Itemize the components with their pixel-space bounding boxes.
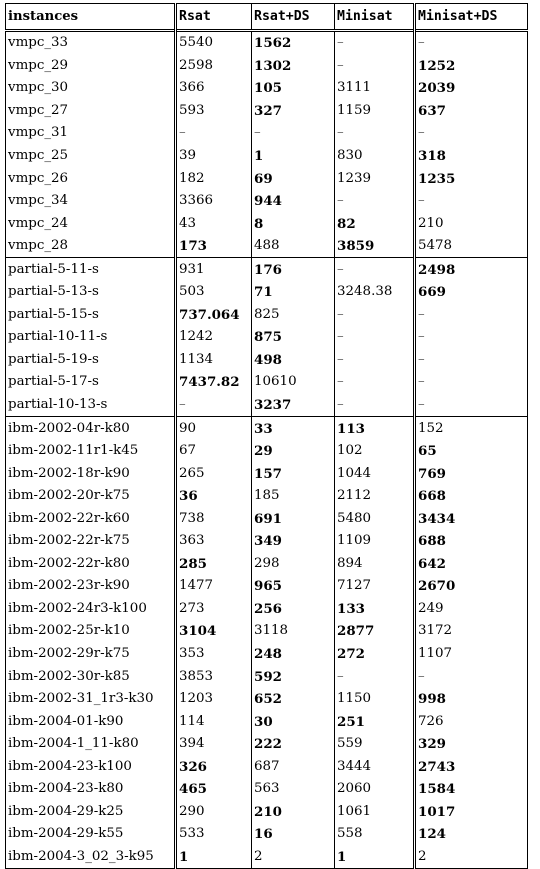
- rsat-cell: 3104: [176, 620, 252, 643]
- instance-cell: vmpc_26: [6, 167, 176, 190]
- instance-cell: vmpc_33: [6, 31, 176, 55]
- minisat-cell: 102: [335, 440, 415, 463]
- table-row: [6, 281, 528, 304]
- instance-cell: ibm-2002-11r1-k45: [6, 440, 176, 463]
- rsat-cell: 737.064: [176, 304, 252, 327]
- rsat-ds-cell: 248: [252, 643, 335, 666]
- table-row: [6, 349, 528, 372]
- minisat-cell: 558: [335, 823, 415, 846]
- rsat-cell: 114: [176, 710, 252, 733]
- rsat-ds-cell: 69: [252, 167, 335, 190]
- minisat-ds-cell: 998: [418, 691, 446, 708]
- table-row: [6, 553, 528, 576]
- minisat-cell: 3111: [335, 77, 415, 100]
- minisat-cell: 113: [335, 417, 415, 440]
- instance-cell: vmpc_28: [6, 235, 176, 258]
- instance-cell: vmpc_30: [6, 77, 176, 100]
- rsat-ds-cell: 105: [252, 77, 335, 100]
- table-header: [6, 4, 528, 31]
- rsat-ds-cell: 298: [252, 553, 335, 576]
- rsat-ds-cell: 157: [252, 462, 335, 485]
- rsat-ds-cell: 1302: [252, 55, 335, 78]
- instance-cell: partial-5-15-s: [6, 304, 176, 327]
- rsat-cell: 353: [176, 643, 252, 666]
- instance-cell: ibm-2002-22r-k75: [6, 530, 176, 553]
- rsat-cell: 5540: [176, 31, 252, 55]
- rsat-ds-cell: 488: [252, 235, 335, 258]
- table-row: [6, 304, 528, 327]
- table-row: [6, 620, 528, 643]
- table-row: [6, 417, 528, 440]
- partial-group: [6, 258, 528, 417]
- rsat-cell: 326: [176, 756, 252, 779]
- minisat-ds-cell: –: [418, 35, 425, 51]
- table-row: [6, 440, 528, 463]
- rsat-ds-cell: –: [252, 122, 335, 145]
- rsat-cell: –: [176, 122, 252, 145]
- minisat-ds-cell: 65: [418, 443, 437, 460]
- rsat-cell: 1134: [176, 349, 252, 372]
- table-row: [6, 507, 528, 530]
- minisat-ds-cell: 210: [418, 215, 444, 231]
- instance-cell: vmpc_31: [6, 122, 176, 145]
- table-row: [6, 485, 528, 508]
- rsat-ds-cell: 10610: [252, 371, 335, 394]
- minisat-ds-cell: –: [418, 193, 425, 209]
- rsat-ds-cell: 327: [252, 100, 335, 123]
- rsat-ds-cell: 210: [252, 801, 335, 824]
- rsat-ds-cell: 965: [252, 575, 335, 598]
- rsat-ds-cell: 875: [252, 326, 335, 349]
- instance-cell: ibm-2004-01-k90: [6, 710, 176, 733]
- rsat-cell: 265: [176, 462, 252, 485]
- minisat-cell: 82: [335, 212, 415, 235]
- table-row: [6, 212, 528, 235]
- minisat-ds-cell: 318: [418, 148, 446, 164]
- minisat-cell: 3444: [335, 756, 415, 779]
- instance-cell: vmpc_24: [6, 212, 176, 235]
- header-rsat: Rsat: [176, 4, 252, 31]
- rsat-ds-cell: 176: [252, 258, 335, 281]
- minisat-cell: 830: [335, 145, 415, 168]
- rsat-cell: 363: [176, 530, 252, 553]
- table-row: [6, 530, 528, 553]
- minisat-cell: 1159: [335, 100, 415, 123]
- table-row: [6, 55, 528, 78]
- instance-cell: partial-10-11-s: [6, 326, 176, 349]
- minisat-ds-cell: 637: [418, 102, 446, 119]
- minisat-cell: 1044: [335, 462, 415, 485]
- minisat-cell: 1150: [335, 688, 415, 711]
- table-row: [6, 100, 528, 123]
- rsat-ds-cell: 30: [252, 710, 335, 733]
- minisat-cell: –: [335, 258, 415, 281]
- rsat-cell: 273: [176, 598, 252, 621]
- minisat-cell: 1: [335, 846, 415, 869]
- minisat-ds-cell: 2743: [418, 758, 456, 775]
- minisat-ds-cell: 2670: [418, 578, 456, 595]
- instance-cell: ibm-2004-29-k55: [6, 823, 176, 846]
- instance-cell: partial-10-13-s: [6, 394, 176, 417]
- rsat-cell: 1203: [176, 688, 252, 711]
- minisat-cell: 251: [335, 710, 415, 733]
- instance-cell: ibm-2002-25r-k10: [6, 620, 176, 643]
- rsat-cell: 36: [176, 485, 252, 508]
- instance-cell: partial-5-17-s: [6, 371, 176, 394]
- minisat-ds-cell: –: [418, 397, 425, 413]
- rsat-cell: –: [176, 394, 252, 417]
- rsat-ds-cell: 563: [252, 778, 335, 801]
- minisat-ds-cell: 668: [418, 488, 446, 505]
- instance-cell: ibm-2004-29-k25: [6, 801, 176, 824]
- results-table: [5, 3, 528, 869]
- table-row: [6, 733, 528, 756]
- minisat-cell: –: [335, 31, 415, 55]
- instance-cell: ibm-2002-04r-k80: [6, 417, 176, 440]
- table-row: [6, 190, 528, 213]
- instance-cell: vmpc_29: [6, 55, 176, 78]
- header-instances: instances: [6, 4, 176, 31]
- rsat-ds-cell: 222: [252, 733, 335, 756]
- instance-cell: partial-5-13-s: [6, 281, 176, 304]
- table-row: [6, 394, 528, 417]
- minisat-cell: 1109: [335, 530, 415, 553]
- rsat-cell: 182: [176, 167, 252, 190]
- rsat-ds-cell: 71: [252, 281, 335, 304]
- rsat-ds-cell: 687: [252, 756, 335, 779]
- instance-cell: vmpc_25: [6, 145, 176, 168]
- rsat-cell: 67: [176, 440, 252, 463]
- minisat-ds-cell: 1107: [418, 646, 453, 662]
- table-row: [6, 598, 528, 621]
- instance-cell: ibm-2004-3_02_3-k95: [6, 846, 176, 869]
- rsat-ds-cell: 8: [252, 212, 335, 235]
- rsat-cell: 533: [176, 823, 252, 846]
- minisat-ds-cell: –: [418, 668, 425, 684]
- minisat-cell: –: [335, 304, 415, 327]
- minisat-cell: 1061: [335, 801, 415, 824]
- minisat-cell: 2877: [335, 620, 415, 643]
- minisat-ds-cell: 3434: [418, 510, 456, 527]
- rsat-cell: 738: [176, 507, 252, 530]
- rsat-cell: 1242: [176, 326, 252, 349]
- rsat-ds-cell: 3237: [252, 394, 335, 417]
- rsat-ds-cell: 349: [252, 530, 335, 553]
- instance-cell: ibm-2002-18r-k90: [6, 462, 176, 485]
- rsat-ds-cell: 592: [252, 665, 335, 688]
- minisat-cell: 1239: [335, 167, 415, 190]
- instance-cell: ibm-2002-31_1r3-k30: [6, 688, 176, 711]
- minisat-cell: 894: [335, 553, 415, 576]
- minisat-cell: –: [335, 349, 415, 372]
- minisat-ds-cell: 2: [418, 848, 427, 864]
- table-row: [6, 145, 528, 168]
- rsat-ds-cell: 1: [252, 145, 335, 168]
- table-row: [6, 31, 528, 55]
- instance-cell: ibm-2002-24r3-k100: [6, 598, 176, 621]
- minisat-ds-cell: 249: [418, 600, 444, 616]
- instance-cell: ibm-2002-22r-k60: [6, 507, 176, 530]
- rsat-cell: 366: [176, 77, 252, 100]
- minisat-cell: 133: [335, 598, 415, 621]
- header-row: [6, 4, 528, 31]
- rsat-ds-cell: 691: [252, 507, 335, 530]
- minisat-ds-cell: 642: [418, 555, 446, 572]
- rsat-ds-cell: 2: [252, 846, 335, 869]
- table-row: [6, 167, 528, 190]
- rsat-ds-cell: 1562: [252, 31, 335, 55]
- header-minisat-ds: Minisat+DS: [418, 8, 498, 24]
- minisat-ds-cell: 769: [418, 465, 446, 482]
- minisat-cell: –: [335, 665, 415, 688]
- minisat-ds-cell: 5478: [418, 238, 453, 254]
- rsat-ds-cell: 825: [252, 304, 335, 327]
- minisat-cell: 3248.38: [335, 281, 415, 304]
- instance-cell: ibm-2002-29r-k75: [6, 643, 176, 666]
- minisat-ds-cell: 3172: [418, 623, 453, 639]
- instance-cell: ibm-2002-23r-k90: [6, 575, 176, 598]
- table-row: [6, 643, 528, 666]
- table-row: [6, 122, 528, 145]
- minisat-cell: 272: [335, 643, 415, 666]
- minisat-ds-cell: –: [418, 374, 425, 390]
- table-row: [6, 235, 528, 258]
- rsat-cell: 173: [176, 235, 252, 258]
- minisat-cell: –: [335, 190, 415, 213]
- rsat-cell: 285: [176, 553, 252, 576]
- rsat-cell: 1477: [176, 575, 252, 598]
- minisat-ds-cell: –: [418, 351, 425, 367]
- instance-cell: ibm-2004-23-k100: [6, 756, 176, 779]
- minisat-ds-cell: 1235: [418, 170, 456, 187]
- minisat-ds-cell: 1017: [418, 803, 456, 820]
- rsat-cell: 465: [176, 778, 252, 801]
- minisat-cell: 2112: [335, 485, 415, 508]
- rsat-cell: 7437.82: [176, 371, 252, 394]
- minisat-cell: 5480: [335, 507, 415, 530]
- table-row: [6, 823, 528, 846]
- minisat-cell: –: [335, 55, 415, 78]
- table-row: [6, 77, 528, 100]
- table-row: [6, 778, 528, 801]
- instance-cell: ibm-2002-22r-k80: [6, 553, 176, 576]
- minisat-ds-cell: 152: [418, 420, 444, 436]
- minisat-cell: 2060: [335, 778, 415, 801]
- instance-cell: partial-5-11-s: [6, 258, 176, 281]
- rsat-cell: 290: [176, 801, 252, 824]
- rsat-ds-cell: 3118: [252, 620, 335, 643]
- table-row: [6, 756, 528, 779]
- table-row: [6, 575, 528, 598]
- instance-cell: ibm-2004-23-k80: [6, 778, 176, 801]
- minisat-ds-cell: 2039: [418, 80, 456, 97]
- rsat-cell: 90: [176, 417, 252, 440]
- table-row: [6, 846, 528, 869]
- rsat-cell: 43: [176, 212, 252, 235]
- instance-cell: ibm-2004-1_11-k80: [6, 733, 176, 756]
- table-row: [6, 326, 528, 349]
- table-row: [6, 710, 528, 733]
- rsat-ds-cell: 29: [252, 440, 335, 463]
- header-rsat-ds: Rsat+DS: [252, 4, 335, 31]
- minisat-cell: 559: [335, 733, 415, 756]
- rsat-ds-cell: 33: [252, 417, 335, 440]
- rsat-cell: 931: [176, 258, 252, 281]
- minisat-ds-cell: 124: [418, 826, 446, 843]
- rsat-ds-cell: 185: [252, 485, 335, 508]
- instance-cell: ibm-2002-20r-k75: [6, 485, 176, 508]
- ibm-group: [6, 417, 528, 869]
- instance-cell: vmpc_27: [6, 100, 176, 123]
- rsat-ds-cell: 256: [252, 598, 335, 621]
- rsat-cell: 2598: [176, 55, 252, 78]
- table-row: [6, 688, 528, 711]
- minisat-ds-cell: 2498: [418, 261, 456, 278]
- rsat-cell: 3853: [176, 665, 252, 688]
- rsat-cell: 39: [176, 145, 252, 168]
- table-row: [6, 462, 528, 485]
- minisat-ds-cell: 1584: [418, 781, 456, 798]
- rsat-cell: 1: [176, 846, 252, 869]
- rsat-ds-cell: 16: [252, 823, 335, 846]
- minisat-ds-cell: 329: [418, 736, 446, 753]
- minisat-ds-cell: 1252: [418, 57, 456, 74]
- rsat-ds-cell: 498: [252, 349, 335, 372]
- minisat-ds-cell: 688: [418, 533, 446, 550]
- instance-cell: ibm-2002-30r-k85: [6, 665, 176, 688]
- minisat-ds-cell: 726: [418, 713, 444, 729]
- table-row: [6, 258, 528, 281]
- rsat-ds-cell: 652: [252, 688, 335, 711]
- minisat-cell: –: [335, 326, 415, 349]
- minisat-ds-cell: 669: [418, 284, 446, 301]
- minisat-ds-cell: –: [418, 306, 425, 322]
- minisat-ds-cell: –: [418, 125, 425, 141]
- rsat-cell: 503: [176, 281, 252, 304]
- rsat-ds-cell: 944: [252, 190, 335, 213]
- minisat-ds-cell: –: [418, 329, 425, 345]
- instance-cell: vmpc_34: [6, 190, 176, 213]
- minisat-cell: –: [335, 394, 415, 417]
- minisat-cell: –: [335, 371, 415, 394]
- table-row: [6, 801, 528, 824]
- rsat-cell: 394: [176, 733, 252, 756]
- rsat-cell: 3366: [176, 190, 252, 213]
- vmpc-group: [6, 31, 528, 258]
- minisat-cell: 3859: [335, 235, 415, 258]
- table-row: [6, 665, 528, 688]
- rsat-cell: 593: [176, 100, 252, 123]
- minisat-cell: –: [335, 122, 415, 145]
- header-minisat: Minisat: [335, 4, 415, 31]
- minisat-cell: 7127: [335, 575, 415, 598]
- table-row: [6, 371, 528, 394]
- instance-cell: partial-5-19-s: [6, 349, 176, 372]
